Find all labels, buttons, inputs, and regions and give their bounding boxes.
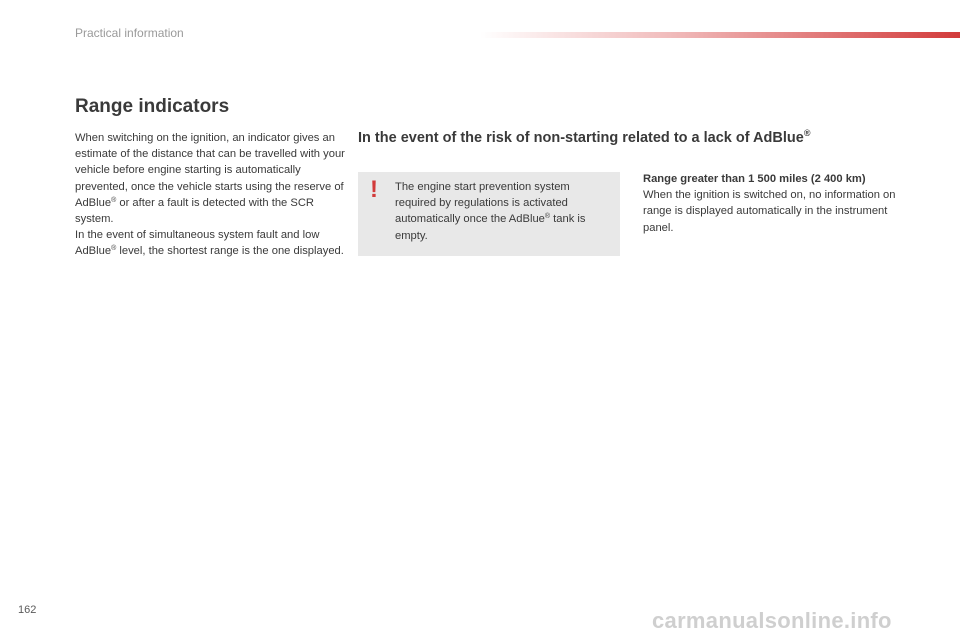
warning-text bbox=[395, 179, 610, 244]
registered-mark: ® bbox=[111, 196, 117, 204]
watermark: carmanualsonline.info bbox=[652, 608, 892, 633]
intro-text-1: When switching on the ignition, an indicator gives an estimate of the distance that can be travelled with your vehicle before engine starting is automatically prevented, once the vehicle starts using the reserve of AdBlue bbox=[75, 132, 345, 209]
page-number: 162 bbox=[18, 604, 37, 616]
header-section-label: Practical information bbox=[75, 26, 184, 40]
page-title: Range indicators bbox=[75, 96, 230, 117]
header-accent-bar bbox=[480, 32, 960, 38]
subheading-text: In the event of the risk of non-starting related to a lack of AdBlue bbox=[358, 130, 804, 146]
fault-text-2: level, the shortest range is the one displayed. bbox=[116, 245, 344, 258]
intro-paragraph bbox=[75, 130, 345, 227]
warning-exclamation-icon: ! bbox=[370, 176, 378, 203]
warning-box bbox=[358, 172, 620, 256]
intro-text-2: or after a fault is detected with the SCR system. bbox=[75, 196, 314, 226]
range-info-column bbox=[643, 171, 913, 236]
section-subheading bbox=[358, 130, 810, 146]
range-info-text: When the ignition is switched on, no information on range is displayed automatically in the instrument panel. bbox=[643, 189, 896, 234]
left-column bbox=[75, 130, 345, 260]
fault-paragraph bbox=[75, 227, 345, 259]
warning-text-2: tank is empty. bbox=[395, 213, 586, 242]
registered-mark: ® bbox=[544, 213, 551, 221]
registered-mark: ® bbox=[803, 128, 811, 138]
fault-text-1: In the event of simultaneous system fault and low AdBlue bbox=[75, 229, 320, 258]
registered-mark: ® bbox=[111, 245, 117, 253]
range-info-title: Range greater than 1 500 miles (2 400 km) bbox=[643, 173, 866, 185]
warning-text-1: The engine start prevention system required by regulations is activated automatically once the AdBlue bbox=[395, 181, 570, 226]
